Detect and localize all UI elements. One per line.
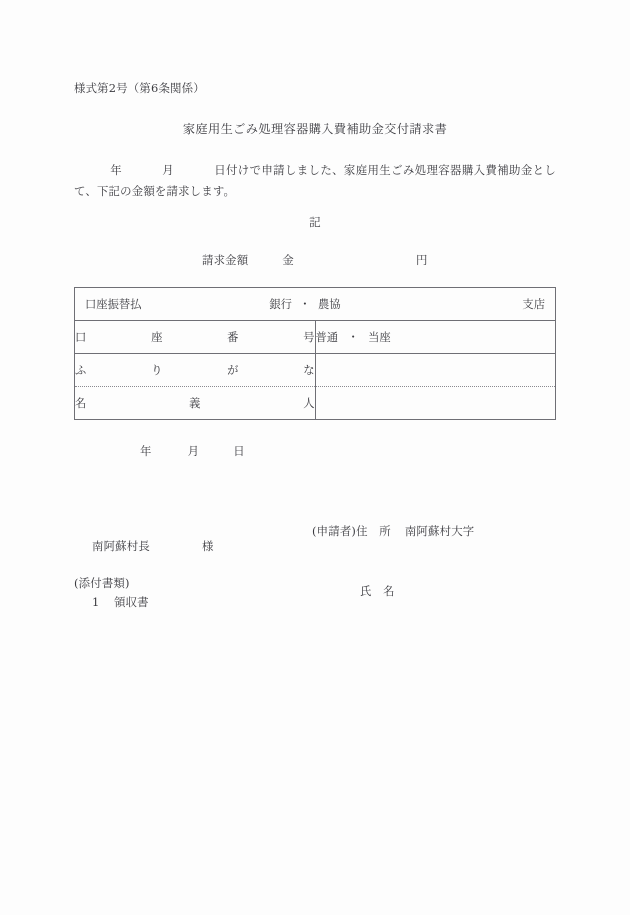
payment-method-cell — [75, 288, 556, 321]
claim-amount-label: 請求金額 — [202, 253, 249, 267]
branch-group — [522, 296, 545, 312]
label-char: 号 — [303, 331, 315, 344]
body-text: 日付けで申請しました、家庭用生ごみ処理容器購入費補助金として、下記の金額を請求します。 — [74, 163, 556, 199]
currency-suffix: 円 — [415, 253, 428, 267]
addressee-line — [92, 538, 214, 556]
addressee-honorific: 様 — [201, 539, 214, 553]
furigana-label — [75, 362, 315, 378]
account-type-separator: ・ — [347, 331, 359, 344]
account-holder-value-cell[interactable] — [315, 387, 556, 420]
address-value[interactable]: 南阿蘇村大字 — [404, 523, 475, 538]
form-number: 様式第2号（第6条関係） — [74, 81, 205, 95]
ki-marker: 記 — [309, 215, 321, 229]
label-char: な — [303, 364, 315, 377]
label-char: 名 — [75, 397, 87, 410]
payment-method-label: 口座振替払 — [85, 298, 142, 311]
label-char: が — [227, 364, 239, 377]
account-holder-label-cell — [75, 387, 316, 420]
bank-name-group — [142, 296, 523, 312]
signature-date-line — [140, 443, 245, 461]
attachment-item — [92, 594, 149, 612]
table-row-account-number — [75, 321, 556, 354]
page-title: 家庭用生ごみ処理容器購入費補助金交付請求書 — [182, 122, 448, 136]
bank-label: 銀行 — [269, 298, 292, 311]
applicant-block — [312, 482, 474, 642]
label-char: 口 — [75, 331, 87, 344]
body-month-label: 月 — [162, 163, 174, 177]
account-number-value-cell[interactable] — [315, 321, 556, 354]
account-type-current[interactable]: 当座 — [368, 331, 391, 344]
label-char: 番 — [227, 331, 239, 344]
name-label: 氏 名 — [360, 583, 395, 598]
account-type-ordinary[interactable]: 普通 — [315, 331, 339, 344]
claim-amount-line — [202, 252, 428, 270]
body-year-label: 年 — [110, 163, 122, 177]
bank-coop-separator: ・ — [299, 298, 311, 311]
table-row-furigana — [75, 354, 556, 387]
sig-year-label: 年 — [140, 444, 152, 458]
label-char: ふ — [75, 364, 87, 377]
sig-month-label: 月 — [187, 444, 200, 458]
applicant-address-line — [312, 522, 474, 542]
table-row-account-holder — [75, 387, 556, 420]
account-number-label — [75, 329, 315, 345]
bank-account-table — [74, 287, 556, 420]
label-char: り — [151, 364, 163, 377]
coop-label: 農協 — [317, 298, 341, 311]
table-row-payment-method — [75, 288, 556, 321]
sig-day-label: 日 — [233, 444, 245, 458]
account-holder-label — [75, 395, 315, 411]
label-char: 人 — [303, 397, 315, 410]
body-paragraph — [74, 160, 556, 202]
applicant-name-line — [312, 582, 474, 602]
addressee-name: 南阿蘇村長 — [92, 539, 150, 553]
currency-prefix: 金 — [282, 253, 294, 267]
furigana-value-cell[interactable] — [315, 354, 556, 387]
attachments-heading: (添付書類) — [74, 576, 130, 590]
attachment-number: 1 — [92, 595, 100, 609]
branch-label: 支店 — [522, 298, 545, 311]
label-char: 座 — [151, 331, 163, 344]
attachment-label: 領収書 — [114, 595, 149, 609]
account-number-label-cell — [75, 321, 316, 354]
applicant-prefix: (申請者) — [312, 523, 357, 538]
address-label: 住 所 — [356, 523, 391, 538]
furigana-label-cell — [75, 354, 316, 387]
label-char: 義 — [189, 397, 201, 410]
